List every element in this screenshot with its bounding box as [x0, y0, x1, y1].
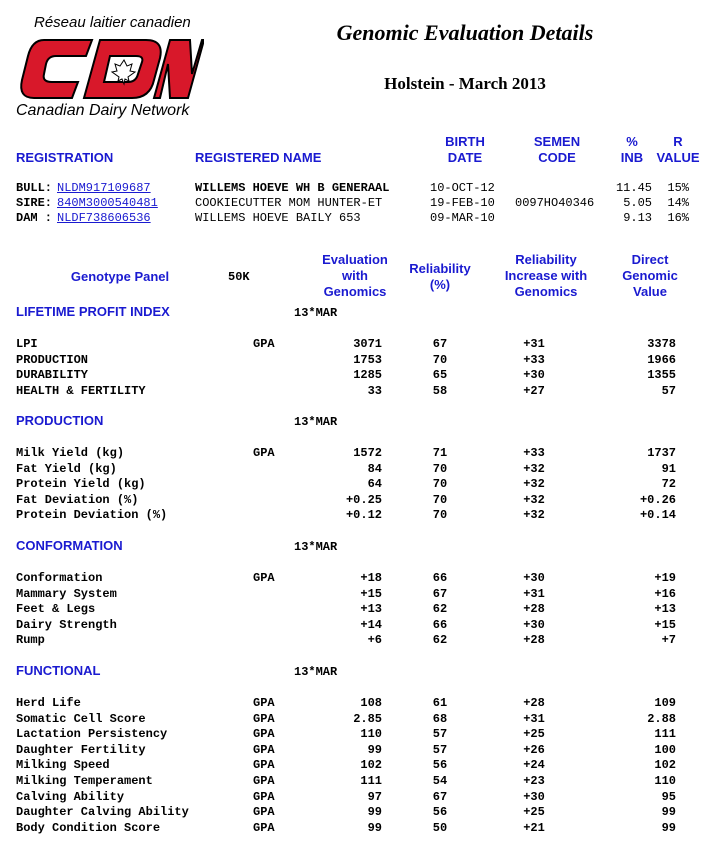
reliability-value: 67	[432, 790, 448, 804]
reliability-value: 50	[432, 821, 448, 835]
table-row	[0, 507, 726, 523]
table-row	[0, 570, 726, 586]
evaluation-value: 64	[367, 477, 382, 491]
reliability-value: 61	[432, 696, 448, 710]
dgv-value: 110	[654, 774, 676, 788]
pedigree-role: SIRE:	[16, 196, 53, 210]
pedigree-row	[0, 195, 726, 211]
section-title: FUNCTIONAL	[16, 663, 101, 678]
source-code: GPA	[253, 446, 275, 460]
logo	[14, 14, 204, 124]
rel-increase-value: +24	[523, 758, 545, 772]
page-title: Genomic Evaluation Details	[336, 20, 594, 45]
trait-name: Daughter Fertility	[16, 743, 146, 757]
rel-increase-value: +32	[523, 462, 545, 476]
pedigree-row	[0, 180, 726, 196]
trait-name: Calving Ability	[16, 790, 125, 804]
table-row	[0, 492, 726, 508]
trait-name: Body Condition Score	[16, 821, 161, 835]
source-code: GPA	[253, 790, 275, 804]
rel-increase-value: +30	[523, 571, 545, 585]
evaluation-value: +14	[360, 618, 382, 632]
reliability-value: 58	[432, 384, 448, 398]
evaluation-value: 1285	[353, 368, 382, 382]
dgv-value: 95	[661, 790, 676, 804]
pedigree-registration-link[interactable]: NLDF738606536	[57, 211, 151, 225]
pedigree-birth-date: 19-FEB-10	[430, 196, 495, 210]
table-row	[0, 601, 726, 617]
section-date: 13*MAR	[294, 415, 338, 429]
dgv-value: +16	[654, 587, 676, 601]
col-reliability: Reliability (%)	[409, 261, 471, 292]
dgv-value: +19	[654, 571, 676, 585]
table-row	[0, 632, 726, 648]
rel-increase-value: +31	[523, 587, 545, 601]
reliability-value: 71	[432, 446, 448, 460]
table-row	[0, 352, 726, 368]
col-dgv: Direct Genomic Value	[622, 252, 678, 299]
rel-increase-value: +26	[523, 743, 545, 757]
dgv-value: +13	[654, 602, 676, 616]
source-code: GPA	[253, 743, 275, 757]
reliability-value: 57	[432, 727, 448, 741]
col-registered-name: REGISTERED NAME	[195, 150, 322, 165]
maple-leaf-icon	[112, 60, 135, 84]
pedigree-row	[0, 210, 726, 226]
dgv-value: 2.88	[647, 712, 676, 726]
reliability-value: 70	[432, 508, 448, 522]
table-row	[0, 695, 726, 711]
reliability-value: 65	[432, 368, 448, 382]
pedigree-inb: 9.13	[623, 211, 652, 225]
pedigree-r-value: 15%	[667, 181, 689, 195]
logo-top-text: Réseau laitier canadien	[34, 14, 191, 31]
section-date: 13*MAR	[294, 665, 338, 679]
dgv-value: +15	[654, 618, 676, 632]
col-registration: REGISTRATION	[16, 150, 114, 165]
table-row	[0, 383, 726, 399]
table-row	[0, 367, 726, 383]
logo-cdn-mark	[14, 34, 204, 104]
trait-name: Milking Speed	[16, 758, 110, 772]
trait-name: Dairy Strength	[16, 618, 117, 632]
source-code: GPA	[253, 696, 275, 710]
dgv-value: 99	[661, 805, 676, 819]
reliability-value: 68	[432, 712, 448, 726]
trait-name: Daughter Calving Ability	[16, 805, 189, 819]
evaluation-value: +13	[360, 602, 382, 616]
rel-increase-value: +28	[523, 633, 545, 647]
evaluation-value: 108	[360, 696, 382, 710]
source-code: GPA	[253, 571, 275, 585]
col-birth-date: BIRTH DATE	[445, 134, 485, 165]
reliability-value: 70	[432, 493, 448, 507]
evaluation-value: 2.85	[353, 712, 382, 726]
rel-increase-value: +28	[523, 696, 545, 710]
trait-name: Protein Yield (kg)	[16, 477, 146, 491]
trait-name: LPI	[16, 337, 38, 351]
trait-name: Milk Yield (kg)	[16, 446, 125, 460]
reliability-value: 56	[432, 805, 448, 819]
pedigree-name: WILLEMS HOEVE WH B GENERAAL	[195, 181, 390, 195]
reliability-value: 70	[432, 353, 448, 367]
dgv-value: 1355	[647, 368, 676, 382]
table-row	[0, 757, 726, 773]
table-row	[0, 773, 726, 789]
trait-name: Lactation Persistency	[16, 727, 168, 741]
pedigree-role: DAM :	[16, 211, 53, 225]
table-row	[0, 820, 726, 836]
dgv-value: +7	[661, 633, 676, 647]
table-row	[0, 726, 726, 742]
rel-increase-value: +33	[523, 353, 545, 367]
section-title: LIFETIME PROFIT INDEX	[16, 304, 170, 319]
pedigree-name: WILLEMS HOEVE BAILY 653	[195, 211, 361, 225]
rel-increase-value: +32	[523, 508, 545, 522]
evaluation-value: 102	[360, 758, 382, 772]
evaluation-value: 99	[367, 743, 382, 757]
source-code: GPA	[253, 805, 275, 819]
table-row	[0, 804, 726, 820]
rel-increase-value: +25	[523, 805, 545, 819]
source-code: GPA	[253, 758, 275, 772]
trait-name: HEALTH & FERTILITY	[16, 384, 146, 398]
trait-name: Protein Deviation (%)	[16, 508, 168, 522]
table-row	[0, 617, 726, 633]
source-code: GPA	[253, 727, 275, 741]
reliability-value: 62	[432, 633, 448, 647]
pedigree-inb: 5.05	[623, 196, 652, 210]
evaluation-value: 1753	[353, 353, 382, 367]
dgv-value: 3378	[647, 337, 676, 351]
rel-increase-value: +23	[523, 774, 545, 788]
trait-name: DURABILITY	[16, 368, 89, 382]
dgv-value: +0.14	[639, 508, 676, 522]
rel-increase-value: +31	[523, 337, 545, 351]
evaluation-value: 33	[367, 384, 382, 398]
trait-name: Fat Yield (kg)	[16, 462, 117, 476]
genotype-panel-value: 50K	[228, 270, 250, 284]
source-code: GPA	[253, 821, 275, 835]
pedigree-r-value: 14%	[667, 196, 689, 210]
pedigree-birth-date: 10-OCT-12	[430, 181, 495, 195]
page-subtitle: Holstein - March 2013	[384, 74, 546, 93]
pedigree-registration-link[interactable]: NLDM917109687	[57, 181, 151, 195]
rel-increase-value: +30	[523, 790, 545, 804]
evaluation-value: 99	[367, 805, 382, 819]
reliability-value: 66	[432, 571, 448, 585]
evaluation-value: +0.12	[345, 508, 382, 522]
source-code: GPA	[253, 337, 275, 351]
reliability-value: 54	[432, 774, 448, 788]
table-row	[0, 336, 726, 352]
trait-name: Mammary System	[16, 587, 117, 601]
col-semen-code: SEMEN CODE	[533, 134, 581, 165]
evaluation-value: 1572	[353, 446, 382, 460]
rel-increase-value: +30	[523, 368, 545, 382]
dgv-value: 111	[654, 727, 676, 741]
source-code: GPA	[253, 774, 275, 788]
dgv-value: 72	[661, 477, 676, 491]
trait-name: Fat Deviation (%)	[16, 493, 139, 507]
reliability-value: 57	[432, 743, 448, 757]
table-row	[0, 461, 726, 477]
rel-increase-value: +32	[523, 493, 545, 507]
rel-increase-value: +21	[523, 821, 545, 835]
table-row	[0, 742, 726, 758]
trait-name: Somatic Cell Score	[16, 712, 146, 726]
reliability-value: 66	[432, 618, 448, 632]
source-code: GPA	[253, 712, 275, 726]
reliability-value: 67	[432, 337, 448, 351]
pedigree-r-value: 16%	[667, 211, 689, 225]
reliability-value: 62	[432, 602, 448, 616]
reliability-value: 56	[432, 758, 448, 772]
dgv-value: 57	[661, 384, 676, 398]
col-pct-inb: % INB	[620, 134, 644, 165]
reliability-value: 70	[432, 477, 448, 491]
trait-name: Rump	[16, 633, 45, 647]
col-evaluation: Evaluation with Genomics	[322, 252, 388, 299]
dgv-value: 91	[661, 462, 676, 476]
table-row	[0, 476, 726, 492]
table-row	[0, 711, 726, 727]
rel-increase-value: +28	[523, 602, 545, 616]
section-date: 13*MAR	[294, 306, 338, 320]
evaluation-value: +0.25	[345, 493, 382, 507]
table-row	[0, 789, 726, 805]
col-r-value: R VALUE	[656, 134, 700, 165]
section-title: CONFORMATION	[16, 538, 123, 553]
trait-name: Feet & Legs	[16, 602, 96, 616]
rel-increase-value: +30	[523, 618, 545, 632]
rel-increase-value: +31	[523, 712, 545, 726]
rel-increase-value: +33	[523, 446, 545, 460]
dgv-value: 99	[661, 821, 676, 835]
dgv-value: 109	[654, 696, 676, 710]
pedigree-name: COOKIECUTTER MOM HUNTER-ET	[195, 196, 383, 210]
rel-increase-value: +32	[523, 477, 545, 491]
dgv-value: 1737	[647, 446, 676, 460]
evaluation-value: 110	[360, 727, 382, 741]
evaluation-value: 84	[367, 462, 382, 476]
dgv-value: +0.26	[639, 493, 676, 507]
pedigree-role: BULL:	[16, 181, 53, 195]
evaluation-value: +15	[360, 587, 382, 601]
dgv-value: 102	[654, 758, 676, 772]
evaluation-value: +6	[367, 633, 382, 647]
dgv-value: 1966	[647, 353, 676, 367]
trait-name: Milking Temperament	[16, 774, 153, 788]
logo-bottom-text: Canadian Dairy Network	[16, 102, 190, 119]
evaluation-value: +18	[360, 571, 382, 585]
rel-increase-value: +27	[523, 384, 545, 398]
genotype-panel-label: Genotype Panel	[70, 269, 170, 284]
section-date: 13*MAR	[294, 540, 338, 554]
evaluation-value: 97	[367, 790, 382, 804]
pedigree-inb: 11.45	[615, 181, 652, 195]
col-rel-increase: Reliability Increase with Genomics	[504, 252, 588, 299]
table-row	[0, 586, 726, 602]
trait-name: PRODUCTION	[16, 353, 89, 367]
evaluation-value: 99	[367, 821, 382, 835]
evaluation-value: 3071	[353, 337, 382, 351]
trait-name: Conformation	[16, 571, 103, 585]
pedigree-birth-date: 09-MAR-10	[430, 211, 495, 225]
pedigree-semen-code: 0097HO40346	[515, 196, 595, 210]
pedigree-registration-link[interactable]: 840M3000540481	[57, 196, 158, 210]
section-title: PRODUCTION	[16, 413, 104, 428]
rel-increase-value: +25	[523, 727, 545, 741]
reliability-value: 70	[432, 462, 448, 476]
trait-name: Herd Life	[16, 696, 81, 710]
reliability-value: 67	[432, 587, 448, 601]
evaluation-value: 111	[360, 774, 382, 788]
table-row	[0, 445, 726, 461]
dgv-value: 100	[654, 743, 676, 757]
